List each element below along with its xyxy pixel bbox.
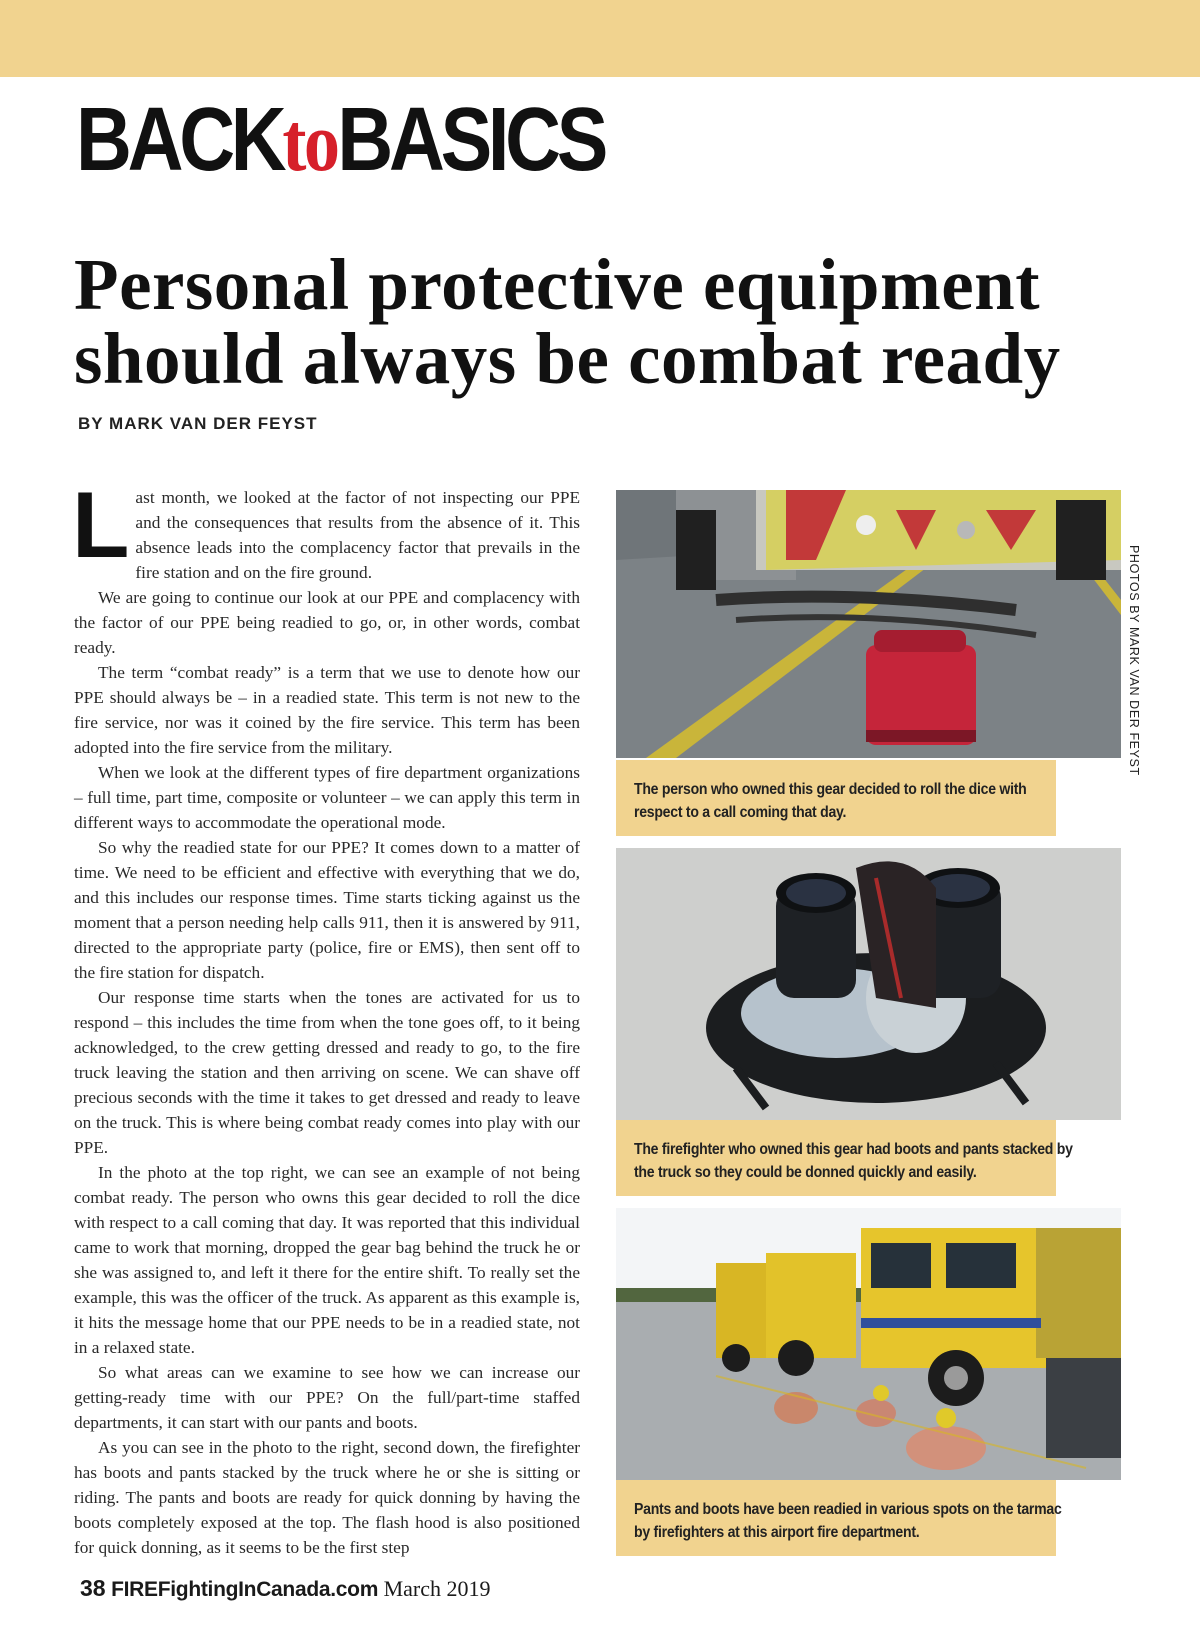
caption-2-line-1: The firefighter who owned this gear had boots and pants stacked by	[634, 1141, 1073, 1158]
page-footer	[80, 1575, 491, 1602]
caption-2-line-2: the truck so they could be donned quickly and easily.	[634, 1164, 977, 1181]
photo-airport-trucks	[616, 1208, 1121, 1480]
article-headline	[74, 244, 1084, 399]
photo-credit: PHOTOS BY MARK VAN DER FEYST	[1127, 545, 1141, 776]
footer-site: FIREFightingInCanada.com	[111, 1578, 379, 1601]
section-title-basics: BASICS	[337, 90, 605, 190]
page-number: 38	[80, 1575, 106, 1601]
caption-3-line-2: by firefighters at this airport fire department.	[634, 1524, 920, 1541]
byline: BY MARK VAN DER FEYST	[78, 414, 318, 433]
drop-cap: L	[72, 472, 130, 577]
headline-line-2: should always be combat ready	[74, 318, 1061, 399]
caption-1-line-2: respect to a call coming that day.	[634, 804, 847, 821]
paragraph-3: The term “combat ready” is a term that we use to denote how our PPE should always be – in a readied state. This term is not new to the fire service, nor was it coined by the fire service. This term has been adopted into the fire service from the military.	[74, 663, 580, 757]
photo-boots-pants	[616, 848, 1121, 1120]
headline-line-1: Personal protective equipment	[74, 244, 1041, 325]
paragraph-4: When we look at the different types of fire department organizations – full time, part time, composite or volunteer – we can apply this term in different ways to accommodate the operational mode.	[74, 763, 580, 832]
paragraph-6: Our response time starts when the tones are activated for us to respond – this includes the time from when the tone goes off, to it being acknowledged, to the crew getting dressed and ready to go, to the fire truck leaving the station and then arriving on scene. We can shave off precious seconds with the time it takes to get dressed and ready to leave on the truck. This is where being combat ready comes into play with our PPE.	[74, 988, 580, 1157]
caption-boots-pants	[616, 1120, 1073, 1196]
caption-1-line-1: The person who owned this gear decided to roll the dice with	[634, 781, 1027, 798]
paragraph-2: We are going to continue our look at our PPE and complacency with the factor of our PPE being readied to go, or, in other words, combat ready.	[74, 588, 580, 657]
paragraph-9: As you can see in the photo to the right, second down, the firefighter has boots and pants stacked by the truck where he or she is sitting or riding. The pants and boots are ready for quick donning by having the boots completely exposed at the top. The flash hood is also positioned for quick donning, as it seems to be the first step	[74, 1438, 580, 1557]
paragraph-7: In the photo at the top right, we can see an example of not being combat ready. The person who owns this gear decided to roll the dice with respect to a call coming that day. It was reported that this individual came to work that morning, dropped the gear bag behind the truck he or she was assigned to, and left it there for the entire shift. To really set the example, this was the officer of the truck. As apparent as this example is, it hits the message home that our PPE needs to be in a readied state, not in a relaxed state.	[74, 1163, 580, 1357]
footer-date: March 2019	[383, 1576, 491, 1601]
paragraph-8: So what areas can we examine to see how we can increase our getting-ready time with our PPE? On the full/part-time staffed departments, it can start with our pants and boots.	[74, 1363, 580, 1432]
caption-3-line-1: Pants and boots have been readied in various spots on the tarmac	[634, 1501, 1062, 1518]
paragraph-1	[72, 472, 580, 585]
section-title	[76, 90, 604, 190]
caption-airport-trucks	[616, 1480, 1062, 1556]
section-title-to: to	[282, 96, 338, 189]
paragraph-1-text: ast month, we looked at the factor of not inspecting our PPE and the consequences that results from the absence of it. This absence leads into the complacency factor that prevails in the fire station and on the fire ground.	[135, 488, 580, 582]
paragraph-5: So why the readied state for our PPE? It comes down to a matter of time. We need to be efficient and effective with everything that we do, and this includes our response times. Time starts ticking against us the moment that a person needing help calls 911, then it is answered by 911, directed to the appropriate party (police, fire or EMS), then sent off to the fire station for dispatch.	[74, 838, 580, 982]
photo-gear-bag	[616, 490, 1121, 758]
article-body	[72, 472, 580, 1560]
top-color-band	[0, 0, 1200, 77]
section-title-back: BACK	[76, 90, 283, 190]
caption-gear-bag	[616, 760, 1056, 836]
